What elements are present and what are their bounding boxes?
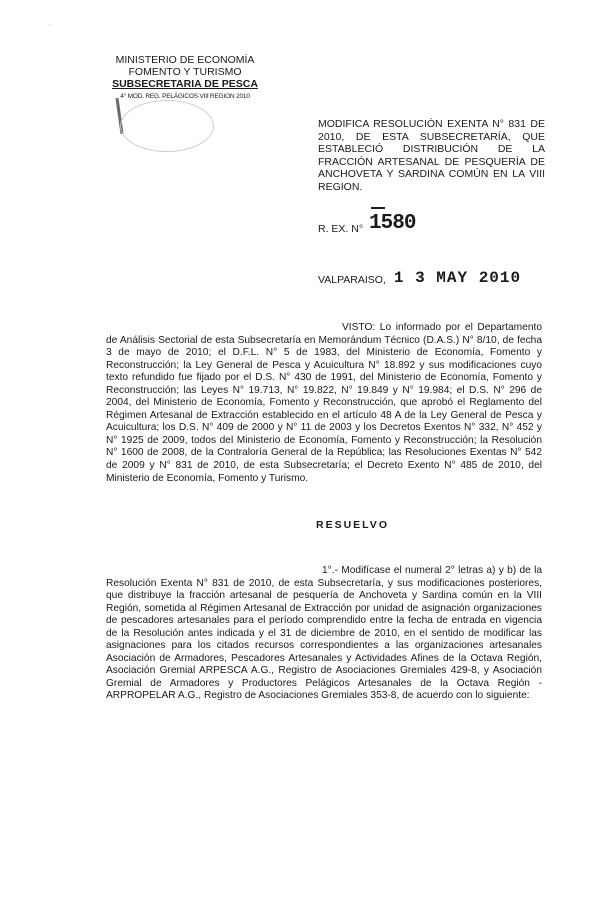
place-date-line [318, 270, 521, 286]
faint-stamp-icon [120, 100, 214, 152]
visto-paragraph: VISTO: Lo informado por el Departamento de Análisis Sectorial de esta Subsecretaría en Memorándum Técnico (D.A.S.) N° 8/10, de fecha 3 de mayo de 2010; el D.F.L. N° 5 de 1983, del Ministerio de Economía, Fomento y Reconstrucción; la Ley General de Pesca y Acuicultura N° 18.892 y sus modificaciones cuyo texto refundido fue fijado por el D.S. N° 430 de 1991, del Ministerio de Economía, Fomento y Reconstrucción; las Leyes N° 19.713, N° 19.822, N° 19.849 y N° 19.984; el D.S. N° 296 de 2004, del Ministerio de Economía, Fomento y Reconstrucción, que aprobó el Reglamento del Régimen Artesanal de Extracción establecido en el artículo 48 A de la Ley General de Pesca y Acuicultura; los D.S. N° 409 de 2000 y N° 11 de 2003 y los Decretos Exentos N° 332, N° 452 y N° 1925 de 2009, todos del Ministerio de Economía, Fomento y Reconstrucción; la Resolución N° 1600 de 2008, de la Contraloría General de la República; las Resoluciones Exentas N° 542 de 2009 y N° 831 de 2010, de esta Subsecretaría; el Decreto Exento N° 485 de 2010, del Ministerio de Economía, Fomento y Turismo. [106, 322, 542, 484]
date-stamp: 1 3 MAY 2010 [393, 269, 522, 287]
letterhead-ministry-sub: FOMENTO Y TURISMO [128, 66, 242, 78]
resolution-number-label: R. EX. N° [318, 223, 364, 235]
letterhead-ministry: MINISTERIO DE ECONOMÍA [115, 54, 255, 66]
resolution-point-1: 1°.- Modifícase el numeral 2° letras a) y b) de la Resolución Exenta N° 831 de 2010, de esta Subsecretaría, y sus modificaciones posteriores, que distribuye la fracción artesanal de pesquería de Anchoveta y Sardina común en la VIII Región, sometida al Régimen Artesanal de Extracción por unidad de asignación organizaciones de pescadores artesanales para el período comprendido entre la fecha de entrada en vigencia de la Resolución antes indicada y el 31 de diciembre de 2010, en el sentido de modificar las asignaciones para los citados recursos correspondientes a las organizaciones artesanales Asociación de Armadores, Pescadores Artesanales y Actividades Afines de la Octava Región, Asociación Gremial ARPESCA A.G., Registro de Asociaciones Gremiales 429-8, y Asociación Gremial de Armadores y Productores Pelágicos Artesanales de la Octava Región - ARPROPELAR A.G., Registro de Asociaciones Gremiales 353-8, de acuerdo con lo siguiente: [106, 565, 542, 702]
letterhead-reference: 4° MOD. REG. PELÁGICOS VIII REGION 2010 [120, 93, 250, 100]
resolution-number-line [318, 213, 415, 235]
scan-mark-icon: · [48, 20, 51, 29]
resolution-number: 1580 [369, 212, 416, 235]
resuelvo-heading: RESUELVO [316, 519, 389, 531]
resolution-subject: MODIFICA RESOLUCIÓN EXENTA N° 831 DE 2010, DE ESTA SUBSECRETARÍA, QUE ESTABLECIÓ DISTRIBUCIÓN DE LA FRACCIÓN ARTESANAL DE PESQUERÍA DE ANCHOVETA Y SARDINA COMÚN EN LA VIII REGION. [318, 118, 545, 193]
letterhead [100, 54, 270, 103]
letterhead-subsecretaria: SUBSECRETARIA DE PESCA [112, 78, 258, 90]
place: VALPARAISO, [318, 274, 386, 286]
